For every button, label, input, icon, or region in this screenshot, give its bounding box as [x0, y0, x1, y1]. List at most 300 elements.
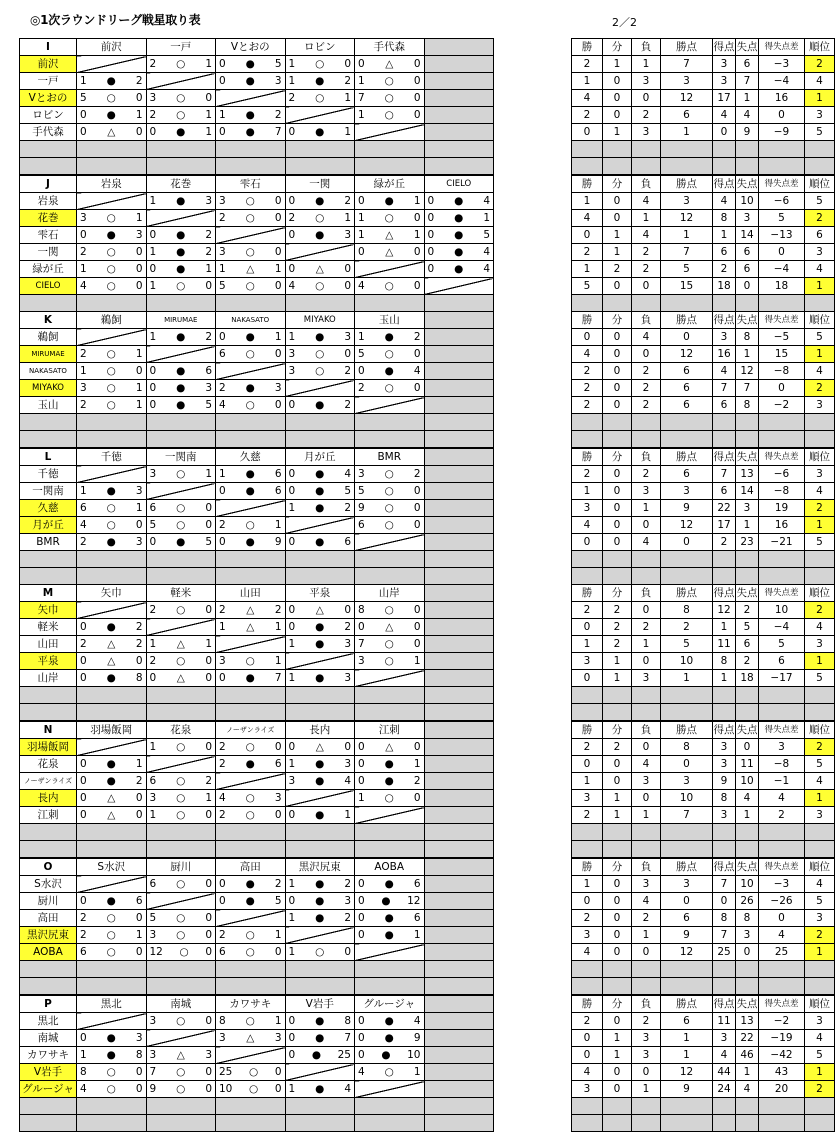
score-for: 2: [219, 381, 226, 394]
result-mark: ○: [384, 279, 394, 292]
draws: 0: [603, 363, 632, 380]
match-result: [77, 653, 147, 670]
score-against: 1: [274, 518, 282, 531]
empty-cell: [805, 1098, 835, 1115]
score-against: 0: [413, 211, 421, 224]
score-against: 5: [483, 228, 490, 241]
score-for: 6: [80, 501, 87, 514]
draws: 0: [603, 534, 632, 551]
losses: 4: [632, 756, 661, 773]
score-against: 3: [274, 74, 282, 87]
goals-against: 3: [736, 210, 759, 227]
score-against: 0: [274, 945, 282, 958]
empty-cell: [736, 704, 759, 721]
empty-cell: [424, 773, 494, 790]
self-match-cell: [146, 346, 216, 363]
score-for: 3: [288, 774, 296, 787]
rank: 5: [805, 670, 835, 687]
goal-diff: −26: [759, 893, 805, 910]
score-against: 3: [344, 671, 351, 684]
rank: 3: [805, 910, 835, 927]
empty-cell: [572, 414, 603, 431]
empty-cell: [661, 414, 713, 431]
match-result: [77, 790, 147, 807]
score-for: 2: [149, 603, 157, 616]
team-name: 前沢: [20, 56, 77, 73]
spacer: [494, 927, 572, 944]
team-name: グルージャ: [20, 1081, 77, 1098]
result-mark: ○: [384, 654, 394, 667]
score-for: 1: [288, 501, 296, 514]
empty-cell: [20, 1115, 77, 1132]
spacer: [494, 1030, 572, 1047]
result-mark: ●: [176, 330, 186, 343]
empty-cell: [632, 841, 661, 858]
team-name: 手代森: [20, 124, 77, 141]
result-mark: ○: [106, 279, 116, 292]
result-mark: ●: [454, 245, 464, 258]
opponent-header: [424, 449, 494, 466]
match-result: [355, 739, 425, 756]
header-loss: 負: [632, 859, 661, 876]
score-against: 0: [135, 808, 143, 821]
spacer: [494, 295, 572, 312]
empty-cell: [20, 568, 77, 585]
goals-against: 10: [736, 876, 759, 893]
goals-against: 4: [736, 1081, 759, 1098]
score-for: 6: [80, 945, 87, 958]
table-row: [20, 636, 835, 653]
losses: 3: [632, 1047, 661, 1064]
points: 6: [661, 466, 713, 483]
goal-diff: −9: [759, 124, 805, 141]
score-for: 0: [219, 671, 226, 684]
match-result: [77, 1081, 147, 1098]
header-draw: 分: [603, 449, 632, 466]
match-result: [77, 636, 147, 653]
goal-diff: −2: [759, 1013, 805, 1030]
score-against: 4: [483, 262, 490, 275]
losses: 2: [632, 380, 661, 397]
result-mark: ●: [315, 467, 325, 480]
filler-row: [20, 431, 835, 448]
score-for: 2: [149, 654, 157, 667]
empty-cell: [20, 687, 77, 704]
draws: 2: [603, 636, 632, 653]
wins: 0: [572, 756, 603, 773]
result-mark: ○: [315, 279, 325, 292]
empty-cell: [355, 1098, 425, 1115]
header-points: 勝点: [661, 859, 713, 876]
result-mark: ●: [384, 330, 394, 343]
table-row: [20, 210, 835, 227]
result-mark: ●: [315, 125, 325, 138]
score-against: 5: [205, 535, 212, 548]
score-for: 0: [288, 808, 296, 821]
spacer: [494, 773, 572, 790]
wins: 0: [572, 124, 603, 141]
header-ga: 失点: [736, 859, 759, 876]
opponent-header: 山岸: [355, 585, 425, 602]
score-for: 1: [358, 74, 365, 87]
header-points: 勝点: [661, 585, 713, 602]
filler-row: [20, 1098, 835, 1115]
group-header-row: [20, 859, 835, 876]
score-against: 0: [344, 57, 351, 70]
empty-cell: [216, 687, 286, 704]
losses: 1: [632, 927, 661, 944]
score-against: 2: [274, 603, 282, 616]
team-name: 江刺: [20, 807, 77, 824]
losses: 0: [632, 739, 661, 756]
score-for: 1: [358, 330, 365, 343]
result-mark: ○: [106, 1082, 116, 1095]
self-match-cell: [355, 944, 425, 961]
opponent-header: ノーザンライズ: [216, 722, 286, 739]
score-against: 4: [413, 364, 421, 377]
opponent-header: 一戸: [146, 39, 216, 56]
score-against: 1: [205, 125, 212, 138]
empty-cell: [736, 978, 759, 995]
self-match-cell: [216, 227, 286, 244]
match-result: [216, 483, 286, 500]
score-against: 1: [205, 467, 212, 480]
score-against: 6: [274, 484, 282, 497]
goals-against: 5: [736, 619, 759, 636]
score-against: 6: [274, 757, 282, 770]
result-mark: ●: [315, 1014, 325, 1027]
self-match-cell: [355, 261, 425, 278]
filler-row: [20, 568, 835, 585]
header-draw: 分: [603, 39, 632, 56]
table-row: [20, 1030, 835, 1047]
empty-cell: [805, 704, 835, 721]
result-mark: ○: [245, 211, 255, 224]
table-row: [20, 1064, 835, 1081]
result-mark: ○: [315, 211, 325, 224]
team-name: AOBA: [20, 944, 77, 961]
score-for: 5: [358, 347, 365, 360]
group-label: P: [20, 996, 77, 1013]
goals-for: 17: [713, 90, 736, 107]
match-result: [77, 619, 147, 636]
score-against: 2: [344, 911, 351, 924]
empty-cell: [20, 158, 77, 175]
score-for: 0: [80, 791, 87, 804]
draws: 0: [603, 927, 632, 944]
team-name: 千徳: [20, 466, 77, 483]
empty-cell: [661, 568, 713, 585]
points: 3: [661, 876, 713, 893]
goal-diff: 43: [759, 1064, 805, 1081]
score-for: 3: [149, 467, 157, 480]
result-mark: ○: [106, 262, 116, 275]
result-mark: ○: [245, 654, 255, 667]
opponent-header: BMR: [355, 449, 425, 466]
group-header-row: [20, 312, 835, 329]
score-for: 5: [149, 911, 157, 924]
rank: 2: [805, 56, 835, 73]
self-match-cell: [146, 1030, 216, 1047]
match-result: [355, 380, 425, 397]
empty-cell: [661, 841, 713, 858]
match-result: [77, 261, 147, 278]
filler-row: [20, 978, 835, 995]
match-result: [146, 380, 216, 397]
result-mark: ●: [245, 671, 255, 684]
empty-cell: [216, 431, 286, 448]
spacer: [494, 824, 572, 841]
empty-cell: [424, 961, 494, 978]
empty-cell: [146, 141, 216, 158]
score-against: 4: [344, 774, 351, 787]
rank: 2: [805, 927, 835, 944]
score-for: 2: [149, 57, 157, 70]
draws: 0: [603, 1013, 632, 1030]
goal-diff: 10: [759, 602, 805, 619]
result-mark: ●: [384, 911, 394, 924]
result-mark: ○: [176, 911, 186, 924]
result-mark: ○: [176, 774, 186, 787]
opponent-header: カワサキ: [216, 996, 286, 1013]
table-row: [20, 893, 835, 910]
result-mark: ●: [315, 484, 325, 497]
match-result: [355, 910, 425, 927]
goals-against: 9: [736, 124, 759, 141]
score-for: 0: [358, 1014, 365, 1027]
wins: 3: [572, 500, 603, 517]
filler-row: [20, 1115, 835, 1132]
self-match-cell: [146, 619, 216, 636]
match-result: [77, 893, 147, 910]
spacer: [494, 585, 572, 602]
goals-for: 22: [713, 500, 736, 517]
result-mark: ●: [315, 1082, 325, 1095]
wins: 1: [572, 261, 603, 278]
opponent-header: 前沢: [77, 39, 147, 56]
header-win: 勝: [572, 449, 603, 466]
score-against: 0: [135, 279, 143, 292]
goals-for: 4: [713, 107, 736, 124]
header-ga: 失点: [736, 449, 759, 466]
score-for: 3: [149, 91, 157, 104]
goals-for: 6: [713, 397, 736, 414]
points: 6: [661, 397, 713, 414]
score-for: 3: [149, 1014, 157, 1027]
goals-against: 26: [736, 893, 759, 910]
match-result: [355, 619, 425, 636]
spacer: [494, 602, 572, 619]
result-mark: ●: [176, 398, 186, 411]
result-mark: △: [176, 637, 185, 650]
filler-row: [20, 824, 835, 841]
group-header-row: [20, 722, 835, 739]
score-for: 1: [358, 108, 365, 121]
empty-cell: [20, 431, 77, 448]
score-for: 2: [219, 928, 226, 941]
draws: 1: [603, 653, 632, 670]
score-against: 0: [135, 1082, 143, 1095]
table-row: [20, 927, 835, 944]
empty-cell: [632, 1115, 661, 1132]
rank: 5: [805, 534, 835, 551]
result-mark: △: [246, 603, 255, 616]
score-against: 3: [344, 894, 351, 907]
goals-against: 0: [736, 278, 759, 295]
wins: 0: [572, 1030, 603, 1047]
goals-against: 23: [736, 534, 759, 551]
self-match-cell: [216, 90, 286, 107]
empty-cell: [216, 568, 286, 585]
match-result: [146, 636, 216, 653]
self-match-cell: [146, 210, 216, 227]
match-result: [77, 363, 147, 380]
match-result: [216, 346, 286, 363]
match-result: [77, 1030, 147, 1047]
match-result: [355, 278, 425, 295]
result-mark: ○: [245, 347, 255, 360]
empty-cell: [77, 1115, 147, 1132]
empty-cell: [355, 961, 425, 978]
losses: 2: [632, 363, 661, 380]
score-against: 2: [135, 74, 143, 87]
draws: 0: [603, 500, 632, 517]
score-against: 0: [274, 1065, 282, 1078]
result-mark: ●: [106, 74, 116, 87]
result-mark: ●: [106, 535, 116, 548]
self-match-cell: [77, 56, 147, 73]
match-result: [355, 602, 425, 619]
table-row: [20, 363, 835, 380]
match-result: [77, 773, 147, 790]
points: 6: [661, 380, 713, 397]
points: 2: [661, 619, 713, 636]
score-against: 0: [205, 518, 212, 531]
score-for: 0: [80, 620, 87, 633]
goals-against: 7: [736, 380, 759, 397]
score-for: 5: [149, 518, 157, 531]
spacer: [494, 90, 572, 107]
score-against: 1: [413, 928, 421, 941]
score-for: 3: [288, 347, 296, 360]
rank: 1: [805, 944, 835, 961]
result-mark: △: [385, 228, 394, 241]
match-result: [216, 329, 286, 346]
score-for: 0: [219, 877, 226, 890]
goals-for: 18: [713, 278, 736, 295]
draws: 2: [603, 261, 632, 278]
result-mark: ○: [176, 1014, 186, 1027]
goal-diff: −8: [759, 483, 805, 500]
score-for: 0: [80, 808, 87, 821]
score-for: 0: [358, 1048, 365, 1061]
score-against: 0: [344, 279, 351, 292]
score-against: 1: [274, 928, 282, 941]
score-for: 0: [358, 774, 365, 787]
losses: 1: [632, 210, 661, 227]
match-result: [216, 944, 286, 961]
score-against: 0: [413, 791, 421, 804]
draws: 0: [603, 73, 632, 90]
team-name: MIYAKO: [20, 380, 77, 397]
score-for: 1: [288, 57, 296, 70]
match-result: [285, 1081, 355, 1098]
empty-cell: [603, 824, 632, 841]
self-match-cell: [216, 363, 286, 380]
team-name: 山田: [20, 636, 77, 653]
score-against: 2: [344, 74, 351, 87]
table-row: [20, 244, 835, 261]
result-mark: ○: [176, 654, 186, 667]
losses: 1: [632, 500, 661, 517]
empty-cell: [713, 568, 736, 585]
empty-cell: [216, 295, 286, 312]
goal-diff: −1: [759, 773, 805, 790]
match-result: [285, 397, 355, 414]
result-mark: ●: [245, 330, 255, 343]
empty-cell: [632, 978, 661, 995]
self-match-cell: [424, 278, 494, 295]
score-against: 2: [413, 774, 421, 787]
score-against: 0: [274, 808, 282, 821]
empty-cell: [424, 414, 494, 431]
result-mark: ○: [176, 467, 186, 480]
score-for: 6: [149, 501, 157, 514]
match-result: [355, 790, 425, 807]
empty-cell: [424, 1098, 494, 1115]
result-mark: ●: [245, 877, 255, 890]
empty-cell: [355, 568, 425, 585]
score-for: 0: [149, 364, 157, 377]
empty-cell: [603, 568, 632, 585]
empty-cell: [572, 431, 603, 448]
points: 7: [661, 56, 713, 73]
filler-row: [20, 961, 835, 978]
match-result: [355, 893, 425, 910]
empty-cell: [424, 107, 494, 124]
goals-for: 1: [713, 227, 736, 244]
team-name: 矢巾: [20, 602, 77, 619]
draws: 0: [603, 517, 632, 534]
result-mark: ●: [176, 381, 186, 394]
self-match-cell: [285, 380, 355, 397]
score-against: 3: [205, 1048, 212, 1061]
header-gf: 得点: [713, 859, 736, 876]
points: 12: [661, 90, 713, 107]
empty-cell: [424, 602, 494, 619]
header-rank: 順位: [805, 176, 835, 193]
goal-diff: −19: [759, 1030, 805, 1047]
match-result: [216, 927, 286, 944]
rank: 2: [805, 1081, 835, 1098]
league-table-i: [19, 38, 835, 175]
empty-cell: [146, 961, 216, 978]
table-row: [20, 483, 835, 500]
result-mark: ●: [245, 381, 255, 394]
goals-against: 11: [736, 756, 759, 773]
score-against: 1: [274, 654, 282, 667]
score-for: 0: [358, 620, 365, 633]
empty-cell: [424, 1064, 494, 1081]
empty-cell: [77, 824, 147, 841]
result-mark: △: [246, 1031, 255, 1044]
losses: 2: [632, 466, 661, 483]
result-mark: ○: [384, 637, 394, 650]
score-against: 2: [344, 364, 351, 377]
goal-diff: 0: [759, 910, 805, 927]
score-for: 3: [80, 211, 87, 224]
draws: 0: [603, 90, 632, 107]
